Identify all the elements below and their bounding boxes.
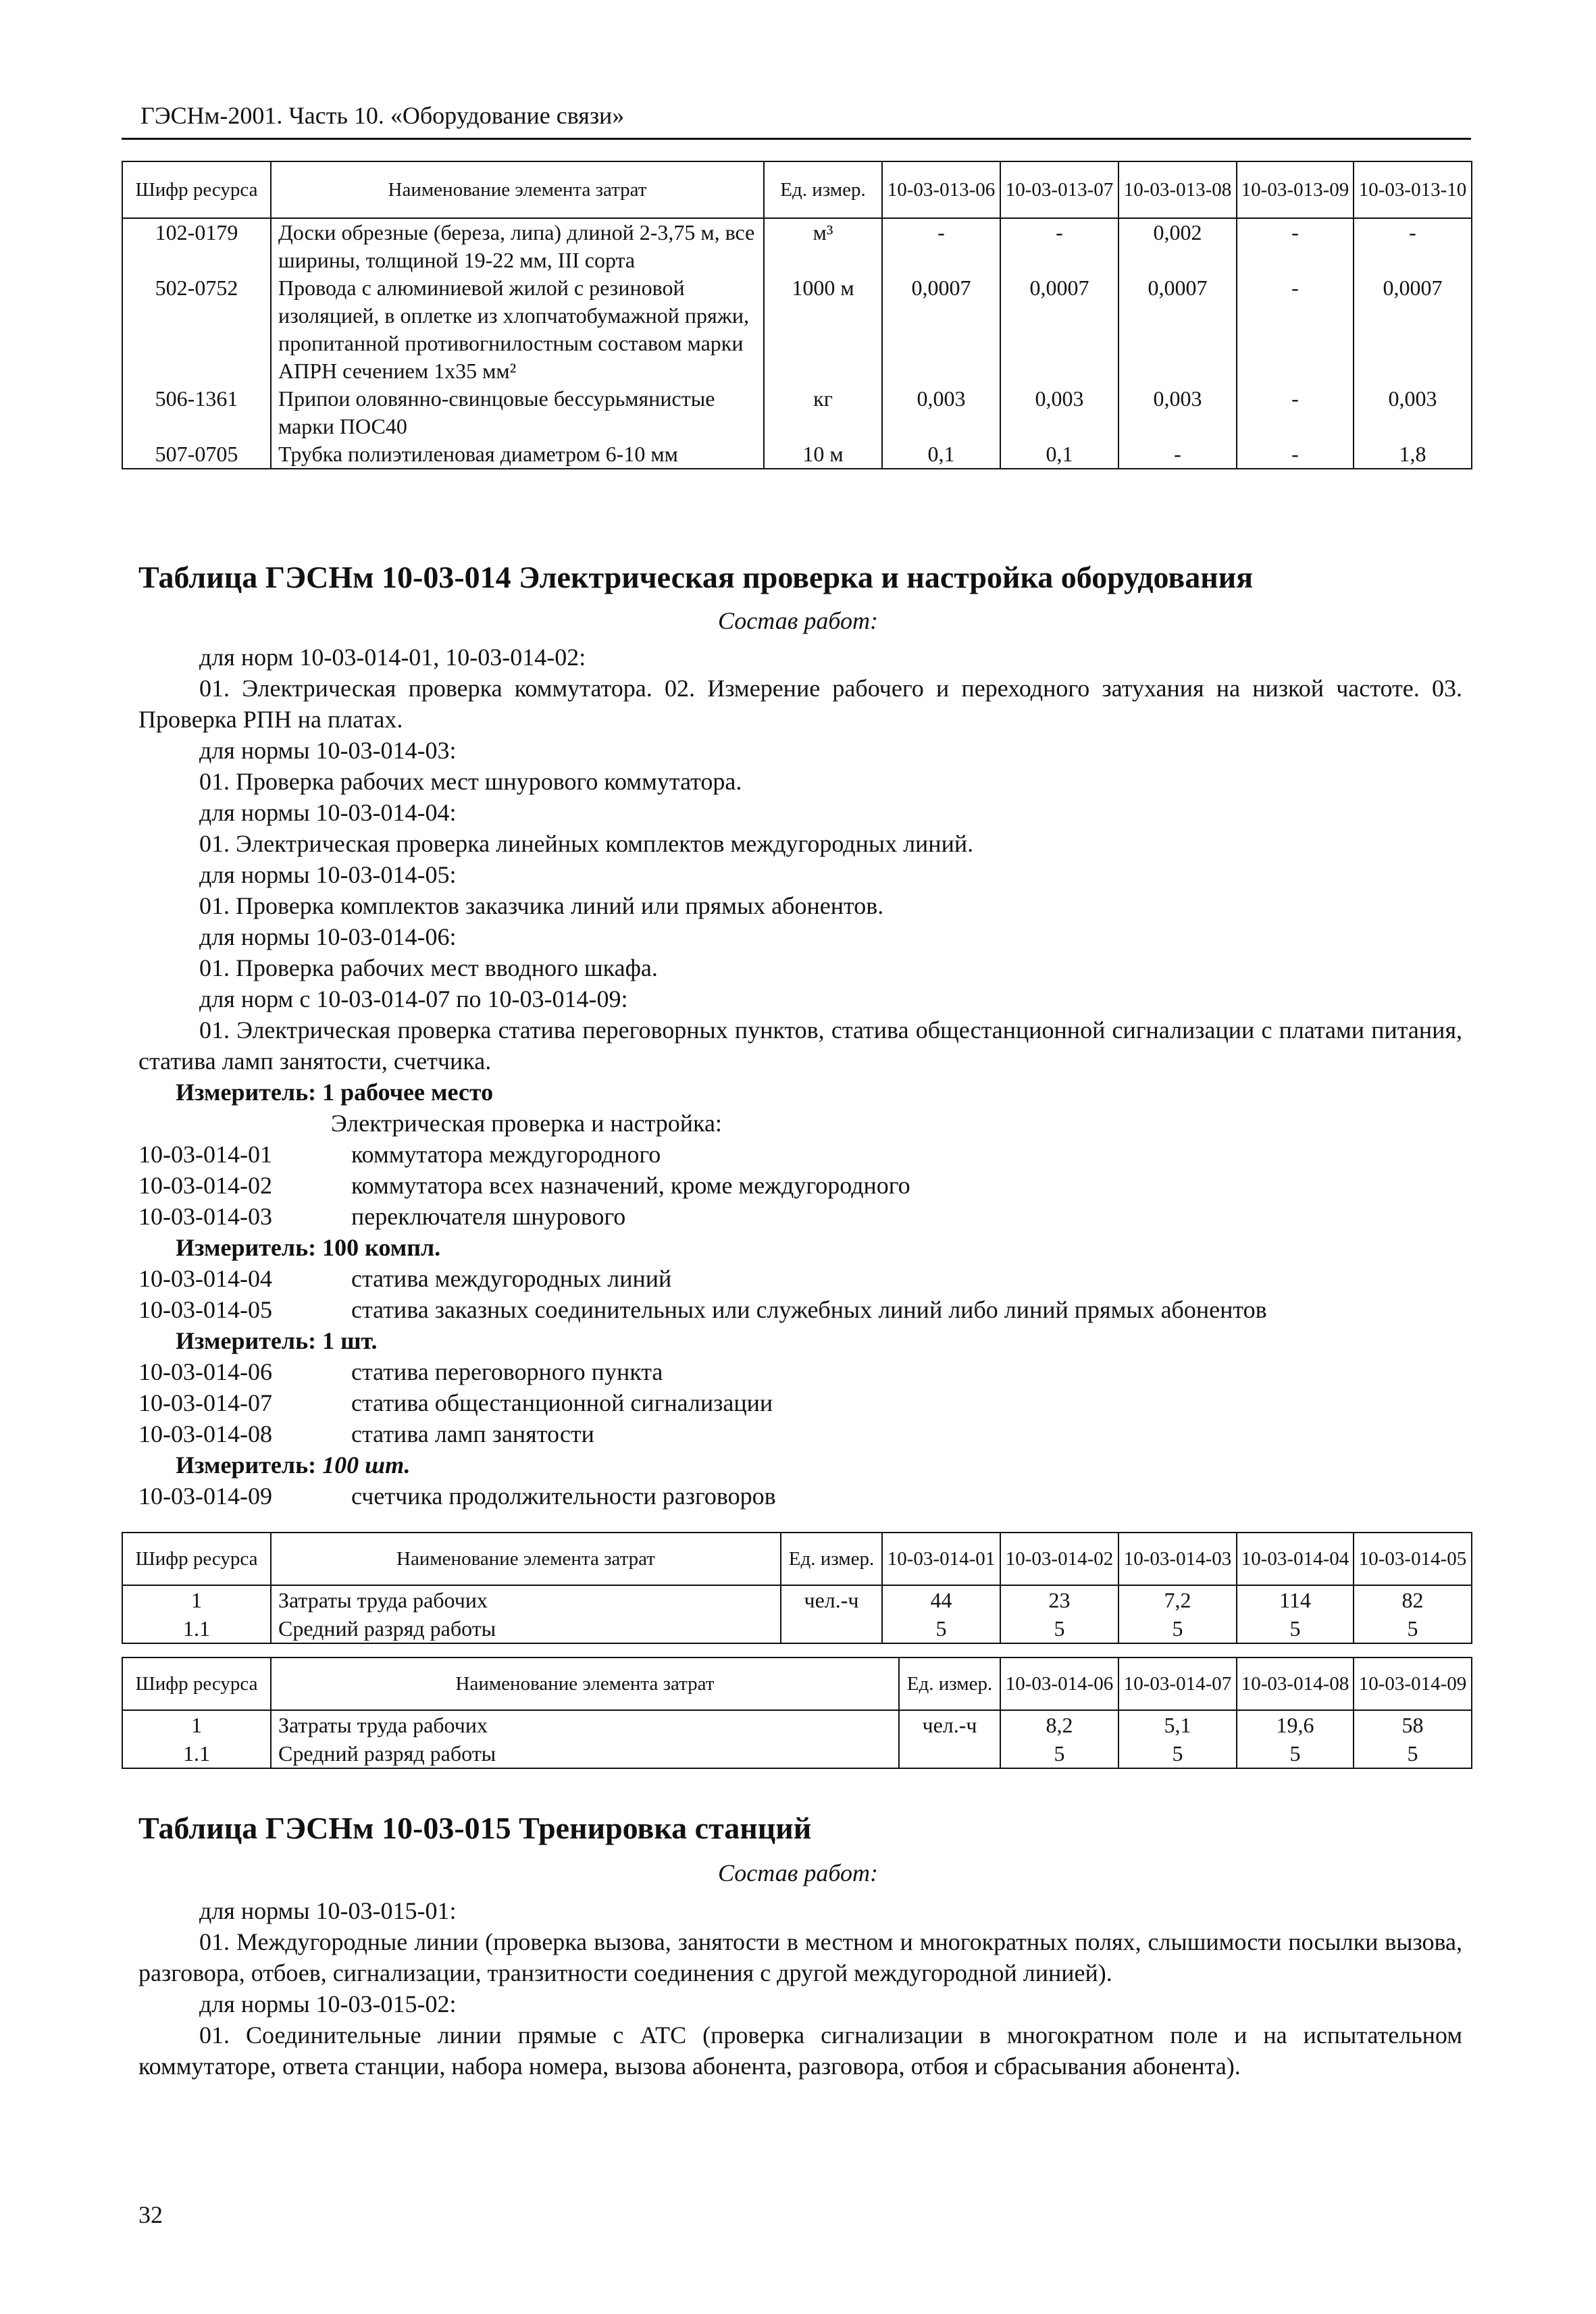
cell-value: 5: [1118, 1739, 1237, 1768]
header-name: Наименование элемента затрат: [271, 161, 764, 218]
text-line: 01. Электрическая проверка статива переговорных пунктов, статива общестанционной сигнализации с платами питания, статива ламп занятости, счетчика.: [138, 1017, 1462, 1075]
intro-line: Электрическая проверка и настройка:: [331, 1110, 722, 1137]
table-row: [122, 1710, 1472, 1739]
cell-value: 5: [882, 1614, 1000, 1643]
cell-unit: [781, 1614, 882, 1643]
cell-code: 1.1: [122, 1614, 271, 1643]
norm-description: статива переговорного пункта: [351, 1358, 663, 1385]
table-row: [122, 274, 1472, 385]
cell-value: 0,1: [1000, 440, 1118, 469]
table-row: [122, 218, 1472, 274]
norm-code: 10-03-014-04: [138, 1265, 272, 1292]
cell-value: -: [1118, 440, 1237, 469]
norm-row: [138, 1387, 1462, 1418]
norm-row: [138, 1294, 1462, 1325]
header-norm-code: 10-03-014-03: [1118, 1533, 1237, 1585]
text-line: для нормы 10-03-014-03:: [199, 737, 457, 764]
text-line: для норм с 10-03-014-07 по 10-03-014-09:: [199, 985, 628, 1012]
header-code: Шифр ресурса: [122, 161, 271, 218]
cell-unit: [899, 1739, 1000, 1768]
norm-row: [138, 1170, 1462, 1201]
header-code: Шифр ресурса: [122, 1533, 271, 1585]
cell-value: 5: [1118, 1614, 1237, 1643]
norm-row: [138, 1356, 1462, 1387]
cell-code: 102-0179: [122, 218, 271, 274]
cell-value: 5: [1000, 1614, 1118, 1643]
cell-name: Провода с алюминиевой жилой с резиновой изоляцией, в оплетке из хлопчатобумажной пряжи, пропитанной противогнилостным составом марки АПРН сечением 1х35 мм²: [271, 274, 764, 385]
cell-unit: кг: [764, 385, 882, 440]
cell-value: 0,002: [1118, 218, 1237, 274]
cell-code: 1: [122, 1710, 271, 1739]
text-line: для нормы 10-03-014-05:: [199, 861, 457, 888]
running-head: ГЭСНм-2001. Часть 10. «Оборудование связи»: [140, 102, 625, 129]
page-number: 32: [138, 2201, 163, 2228]
text-line: 01. Проверка комплектов заказчика линий или прямых абонентов.: [199, 892, 884, 919]
cell-value: 0,003: [1000, 385, 1118, 440]
cell-value: 5: [1354, 1614, 1472, 1643]
norm-description: коммутатора междугородного: [351, 1141, 661, 1168]
norm-description: переключателя шнурового: [351, 1203, 626, 1230]
measure-value: 100 шт.: [322, 1451, 411, 1479]
text-line: для нормы 10-03-014-06:: [199, 923, 457, 950]
header-unit: Ед. измер.: [781, 1533, 882, 1585]
cell-value: -: [1237, 218, 1354, 274]
cell-code: 507-0705: [122, 440, 271, 469]
cell-name: Доски обрезные (береза, липа) длиной 2-3,75 м, все ширины, толщиной 19-22 мм, III сорта: [271, 218, 764, 274]
cell-name: Средний разряд работы: [271, 1739, 899, 1768]
cell-name: Трубка полиэтиленовая диаметром 6-10 мм: [271, 440, 764, 469]
labor-table-014-a: [122, 1532, 1472, 1644]
text-line: для нормы 10-03-015-02:: [199, 1990, 457, 2017]
table-row: [122, 385, 1472, 440]
cell-value: -: [1237, 440, 1354, 469]
work-composition-014: [138, 642, 1462, 1512]
cell-value: 44: [882, 1585, 1000, 1614]
cell-value: -: [882, 218, 1000, 274]
cell-unit: чел.-ч: [899, 1710, 1000, 1739]
header-name: Наименование элемента затрат: [271, 1657, 899, 1710]
cell-unit: 1000 м: [764, 274, 882, 385]
cell-name: Затраты труда рабочих: [271, 1710, 899, 1739]
text-line: для норм 10-03-014-01, 10-03-014-02:: [199, 644, 586, 671]
header-unit: Ед. измер.: [764, 161, 882, 218]
cell-value: 114: [1237, 1585, 1354, 1614]
text-line: 01. Соединительные линии прямые с АТС (проверка сигнализации в многократном поле и на испытательном коммутаторе, ответа станции, набора номера, вызова абонента, разговора, отбоя и сбрасывания абонента).: [138, 2022, 1462, 2080]
norm-row: [138, 1481, 1462, 1512]
cell-value: 0,003: [882, 385, 1000, 440]
cell-value: 5: [1237, 1614, 1354, 1643]
header-unit: Ед. измер.: [899, 1657, 1000, 1710]
text-line: 01. Электрическая проверка линейных комплектов междугородных линий.: [199, 830, 974, 857]
cell-value: -: [1354, 218, 1472, 274]
norm-code: 10-03-014-06: [138, 1358, 272, 1385]
section-subhead-014: Состав работ:: [718, 607, 878, 634]
text-line: 01. Электрическая проверка коммутатора. 02. Измерение рабочего и переходного затухания на низкой частоте. 03. Проверка РПН на платах.: [138, 675, 1462, 733]
header-norm-code: 10-03-013-09: [1237, 161, 1354, 218]
norm-code: 10-03-014-09: [138, 1483, 272, 1510]
header-norm-code: 10-03-014-05: [1354, 1533, 1472, 1585]
norm-description: счетчика продолжительности разговоров: [351, 1483, 776, 1510]
table-header-row: [122, 1657, 1472, 1710]
measure-label: [138, 1449, 1462, 1481]
header-name: Наименование элемента затрат: [271, 1533, 781, 1585]
norm-description: статива общестанционной сигнализации: [351, 1389, 773, 1416]
header-norm-code: 10-03-014-04: [1237, 1533, 1354, 1585]
labor-table-014-b: [122, 1657, 1472, 1769]
section-title-014: Таблица ГЭСНм 10-03-014 Электрическая проверка и настройка оборудования: [138, 560, 1254, 594]
norm-description: статива заказных соединительных или служебных линий либо линий прямых абонентов: [351, 1296, 1267, 1323]
norm-description: статива междугородных линий: [351, 1265, 672, 1292]
measure-label: Измеритель: 1 рабочее место: [176, 1079, 494, 1106]
cell-value: 0,003: [1118, 385, 1237, 440]
norm-code: 10-03-014-07: [138, 1389, 272, 1416]
norm-row: [138, 1263, 1462, 1294]
text-line: 01. Проверка рабочих мест вводного шкафа.: [199, 954, 658, 981]
text-line: 01. Проверка рабочих мест шнурового коммутатора.: [199, 768, 742, 795]
resource-table-013: [122, 161, 1472, 469]
norm-code: 10-03-014-01: [138, 1141, 272, 1168]
cell-value: -: [1237, 385, 1354, 440]
cell-code: 506-1361: [122, 385, 271, 440]
norm-description: коммутатора всех назначений, кроме междугородного: [351, 1172, 910, 1199]
norm-description: статива ламп занятости: [351, 1420, 594, 1447]
header-norm-code: 10-03-014-02: [1000, 1533, 1118, 1585]
cell-value: 82: [1354, 1585, 1472, 1614]
cell-value: 5,1: [1118, 1710, 1237, 1739]
header-norm-code: 10-03-013-08: [1118, 161, 1237, 218]
cell-value: 0,0007: [1118, 274, 1237, 385]
table-header-row: [122, 161, 1472, 218]
norm-row: [138, 1139, 1462, 1170]
cell-value: 0,0007: [882, 274, 1000, 385]
cell-name: Затраты труда рабочих: [271, 1585, 781, 1614]
cell-name: Средний разряд работы: [271, 1614, 781, 1643]
cell-value: 7,2: [1118, 1585, 1237, 1614]
norm-row: [138, 1201, 1462, 1232]
norm-code: 10-03-014-03: [138, 1203, 272, 1230]
norm-row: [138, 1418, 1462, 1449]
cell-value: 58: [1354, 1710, 1472, 1739]
table-row: [122, 1585, 1472, 1614]
cell-value: 0,0007: [1000, 274, 1118, 385]
measure-label: Измеритель: 1 шт.: [176, 1327, 378, 1354]
cell-unit: м³: [764, 218, 882, 274]
cell-value: -: [1237, 274, 1354, 385]
text-line: для нормы 10-03-015-01:: [199, 1897, 457, 1924]
header-norm-code: 10-03-014-07: [1118, 1657, 1237, 1710]
cell-code: 1.1: [122, 1739, 271, 1768]
text-line: для нормы 10-03-014-04:: [199, 799, 457, 826]
cell-value: 5: [1237, 1739, 1354, 1768]
table-header-row: [122, 1533, 1472, 1585]
cell-value: -: [1000, 218, 1118, 274]
header-norm-code: 10-03-014-09: [1354, 1657, 1472, 1710]
measure-label: Измеритель: 100 компл.: [176, 1234, 441, 1261]
cell-name: Припои оловянно-свинцовые бессурьмянистые марки ПОС40: [271, 385, 764, 440]
cell-value: 23: [1000, 1585, 1118, 1614]
header-rule: [122, 138, 1471, 140]
cell-unit: чел.-ч: [781, 1585, 882, 1614]
header-norm-code: 10-03-014-01: [882, 1533, 1000, 1585]
header-norm-code: 10-03-014-08: [1237, 1657, 1354, 1710]
cell-code: 502-0752: [122, 274, 271, 385]
cell-value: 5: [1354, 1739, 1472, 1768]
header-norm-code: 10-03-013-10: [1354, 161, 1472, 218]
cell-value: 0,003: [1354, 385, 1472, 440]
header-norm-code: 10-03-014-06: [1000, 1657, 1118, 1710]
cell-value: 1,8: [1354, 440, 1472, 469]
cell-value: 19,6: [1237, 1710, 1354, 1739]
cell-value: 0,0007: [1354, 274, 1472, 385]
cell-code: 1: [122, 1585, 271, 1614]
cell-value: 0,1: [882, 440, 1000, 469]
table-row: [122, 440, 1472, 469]
norm-code: 10-03-014-02: [138, 1172, 272, 1199]
norm-code: 10-03-014-08: [138, 1420, 272, 1447]
cell-value: 5: [1000, 1739, 1118, 1768]
text-line: 01. Междугородные линии (проверка вызова, занятости в местном и многократных полях, слышимости посылки вызова, разговора, отбоев, сигнализации, транзитности соединения с другой междугородной линией).: [138, 1928, 1462, 1986]
cell-value: 8,2: [1000, 1710, 1118, 1739]
table-row: [122, 1614, 1472, 1643]
section-subhead-015: Состав работ:: [718, 1859, 878, 1886]
table-row: [122, 1739, 1472, 1768]
section-title-015: Таблица ГЭСНм 10-03-015 Тренировка станций: [138, 1811, 812, 1845]
header-norm-code: 10-03-013-07: [1000, 161, 1118, 218]
header-code: Шифр ресурса: [122, 1657, 271, 1710]
cell-unit: 10 м: [764, 440, 882, 469]
norm-code: 10-03-014-05: [138, 1296, 272, 1323]
header-norm-code: 10-03-013-06: [882, 161, 1000, 218]
measure-label-text: Измеритель:: [176, 1451, 323, 1479]
work-composition-015: [138, 1895, 1462, 2082]
